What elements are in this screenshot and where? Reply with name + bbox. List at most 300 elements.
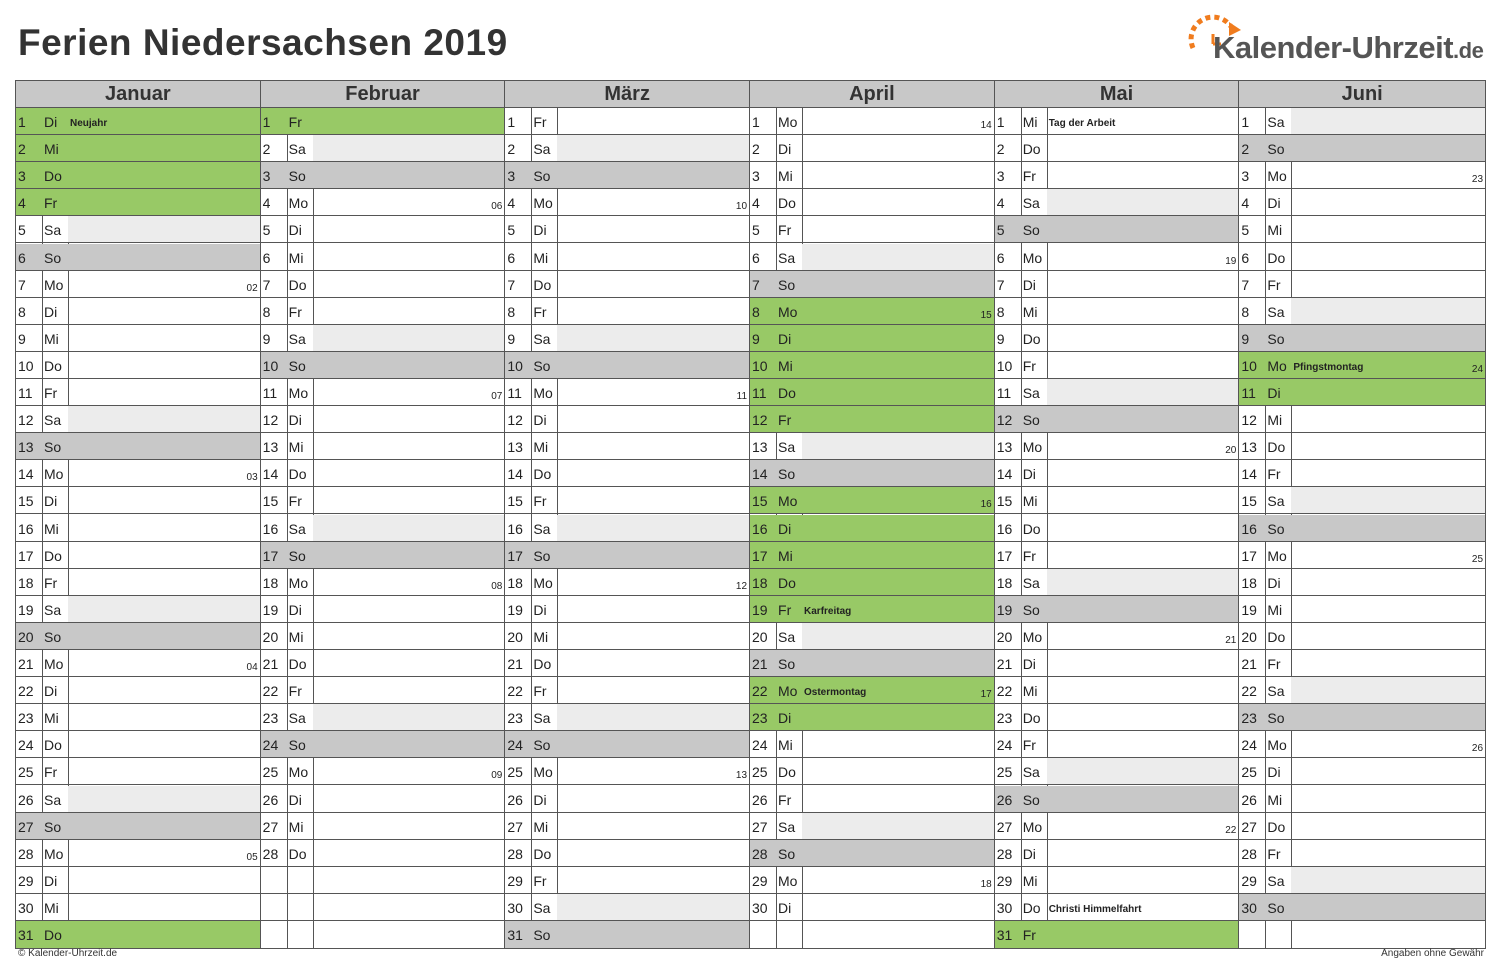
weekday-label: Do (533, 845, 552, 862)
day-row[interactable] (750, 460, 994, 487)
day-row[interactable] (995, 216, 1239, 243)
day-row[interactable] (16, 298, 260, 325)
day-row[interactable] (261, 894, 505, 921)
day-row[interactable] (750, 325, 994, 352)
day-row[interactable] (505, 216, 749, 243)
day-row[interactable] (505, 379, 749, 406)
week-number: 02 (246, 282, 258, 294)
day-row[interactable] (750, 596, 994, 623)
day-number: 2 (507, 141, 516, 158)
day-number: 2 (18, 141, 26, 158)
day-row[interactable] (995, 813, 1239, 840)
day-row[interactable] (261, 786, 505, 813)
day-row[interactable] (505, 433, 749, 460)
day-row[interactable] (261, 298, 505, 325)
day-row[interactable] (995, 135, 1239, 162)
day-row[interactable] (1239, 731, 1485, 758)
month-body (1239, 108, 1485, 948)
day-row[interactable] (995, 515, 1239, 542)
day-number: 2 (1241, 141, 1250, 158)
day-row[interactable] (16, 867, 260, 894)
day-row[interactable] (16, 677, 260, 704)
weekday-label: Mo (1022, 818, 1043, 835)
day-row[interactable] (750, 271, 994, 298)
day-row[interactable] (1239, 244, 1485, 271)
weekday-label: Di (778, 141, 792, 158)
day-row[interactable] (16, 786, 260, 813)
day-row[interactable] (16, 894, 260, 921)
day-number: 16 (996, 520, 1013, 537)
week-number: 05 (246, 851, 258, 863)
day-row[interactable] (16, 108, 260, 135)
day-number: 4 (262, 195, 271, 212)
weekday-label: Do (533, 656, 552, 672)
day-row[interactable] (16, 840, 260, 867)
day-row[interactable] (995, 108, 1239, 135)
day-row[interactable] (1239, 460, 1485, 487)
day-row[interactable] (1239, 596, 1485, 623)
day-row[interactable] (995, 840, 1239, 867)
day-row[interactable] (505, 108, 749, 135)
day-row[interactable] (505, 704, 749, 731)
day-row[interactable] (750, 813, 994, 840)
day-row[interactable] (750, 379, 994, 406)
weekday-label: Sa (44, 601, 62, 618)
day-row[interactable] (505, 325, 749, 352)
day-row[interactable] (995, 433, 1239, 460)
day-row[interactable] (750, 921, 994, 948)
day-row[interactable] (505, 271, 749, 298)
day-row[interactable] (995, 271, 1239, 298)
day-number: 9 (1241, 330, 1250, 347)
week-number: 10 (735, 201, 748, 213)
day-row[interactable] (16, 433, 260, 460)
weekday-label: Sa (778, 439, 796, 456)
weekday-label: Do (1267, 249, 1286, 266)
day-row[interactable] (1239, 108, 1485, 135)
day-row[interactable] (1239, 650, 1485, 677)
day-number: 3 (1241, 168, 1250, 185)
day-row[interactable] (750, 840, 994, 867)
day-row[interactable] (505, 894, 749, 921)
weekday-label: Di (1022, 466, 1036, 483)
day-row[interactable] (261, 162, 505, 189)
weekday-label: Mi (1267, 791, 1283, 808)
day-row[interactable] (750, 894, 994, 921)
day-row[interactable] (505, 731, 749, 758)
day-row[interactable] (16, 216, 260, 243)
day-row[interactable] (1239, 271, 1485, 298)
weekday-label: Mi (533, 439, 549, 456)
day-row[interactable] (995, 650, 1239, 677)
weekday-label: Di (1267, 764, 1281, 781)
day-row[interactable] (505, 515, 749, 542)
weekday-label: Do (778, 764, 796, 781)
day-row[interactable] (261, 569, 505, 596)
weekday-label: Di (533, 791, 547, 808)
day-row[interactable] (261, 758, 505, 785)
weekday-label: Do (44, 168, 62, 185)
day-row[interactable] (1239, 704, 1485, 731)
day-row[interactable] (16, 379, 260, 406)
weekday-label: Sa (1267, 872, 1285, 889)
weekday-label: Di (44, 114, 58, 130)
day-row[interactable] (1239, 813, 1485, 840)
weekday-label: Fr (1022, 737, 1036, 754)
day-row[interactable] (505, 623, 749, 650)
day-row[interactable] (261, 867, 505, 894)
day-row[interactable] (1239, 433, 1485, 460)
day-row[interactable] (16, 244, 260, 271)
day-row[interactable] (995, 623, 1239, 650)
day-number: 10 (1241, 357, 1257, 374)
day-row[interactable] (505, 596, 749, 623)
day-number: 19 (507, 601, 523, 618)
day-row[interactable] (750, 542, 994, 569)
day-number: 29 (1241, 872, 1257, 889)
week-number: 25 (1471, 553, 1484, 565)
weekday-label: Do (1022, 899, 1041, 916)
day-row[interactable] (505, 840, 749, 867)
day-row[interactable] (16, 515, 260, 542)
day-number: 23 (996, 710, 1013, 727)
day-row[interactable] (261, 325, 505, 352)
day-row[interactable] (16, 569, 260, 596)
weekday-label: So (288, 547, 306, 564)
day-row[interactable] (505, 244, 749, 271)
day-number: 1 (507, 114, 516, 130)
day-number: 13 (18, 439, 34, 456)
brand-logo[interactable] (1183, 8, 1483, 72)
day-row[interactable] (16, 542, 260, 569)
day-number: 26 (262, 791, 279, 808)
day-row[interactable] (750, 758, 994, 785)
day-row[interactable] (505, 135, 749, 162)
day-row[interactable] (505, 867, 749, 894)
weekday-label: Mo (288, 385, 309, 401)
day-row[interactable] (261, 352, 505, 379)
day-row[interactable] (1239, 677, 1485, 704)
day-row[interactable] (16, 135, 260, 162)
day-row[interactable] (261, 515, 505, 542)
weekday-label: So (1267, 141, 1285, 158)
day-row[interactable] (995, 921, 1239, 948)
day-row[interactable] (261, 623, 505, 650)
weekday-label: Mi (288, 628, 304, 645)
weekday-label: So (1022, 222, 1040, 239)
weekday-label: Sa (1267, 114, 1285, 130)
day-number: 18 (262, 574, 279, 591)
day-row[interactable] (1239, 487, 1485, 514)
weekday-label: Sa (778, 628, 796, 645)
weekday-label: Sa (1022, 764, 1040, 781)
day-row[interactable] (1239, 542, 1485, 569)
month-header: Januar (16, 81, 260, 108)
day-row[interactable] (16, 325, 260, 352)
day-row[interactable] (261, 460, 505, 487)
day-row[interactable] (1239, 867, 1485, 894)
day-number: 20 (752, 628, 768, 645)
day-row[interactable] (995, 596, 1239, 623)
day-row[interactable] (995, 867, 1239, 894)
day-number: 8 (507, 303, 516, 320)
day-row[interactable] (505, 542, 749, 569)
month-header: Februar (261, 81, 505, 108)
day-number: 7 (507, 276, 516, 293)
day-number: 19 (262, 601, 279, 618)
weekday-label: Fr (1022, 357, 1036, 374)
weekday-label: Sa (44, 791, 62, 808)
day-row[interactable] (16, 162, 260, 189)
day-row[interactable] (505, 813, 749, 840)
day-row[interactable] (261, 216, 505, 243)
day-row[interactable] (750, 731, 994, 758)
day-row[interactable] (750, 406, 994, 433)
day-row[interactable] (16, 758, 260, 785)
day-row[interactable] (505, 352, 749, 379)
day-row[interactable] (1239, 515, 1485, 542)
day-number: 27 (507, 818, 523, 835)
weekday-label: Mi (1022, 493, 1038, 510)
day-row[interactable] (16, 189, 260, 216)
day-row[interactable] (1239, 786, 1485, 813)
day-row[interactable] (995, 162, 1239, 189)
day-row[interactable] (1239, 921, 1485, 948)
day-row[interactable] (261, 406, 505, 433)
weekday-label: So (533, 357, 551, 374)
day-row[interactable] (505, 189, 749, 216)
day-number: 23 (507, 710, 523, 727)
day-row[interactable] (1239, 298, 1485, 325)
day-row[interactable] (750, 623, 994, 650)
weekday-label: Sa (1022, 574, 1040, 591)
day-number: 29 (507, 872, 523, 889)
day-row[interactable] (995, 298, 1239, 325)
day-row[interactable] (261, 135, 505, 162)
day-number: 30 (996, 899, 1013, 916)
day-row[interactable] (995, 379, 1239, 406)
weekday-label: Di (288, 412, 302, 429)
day-row[interactable] (995, 569, 1239, 596)
day-number: 25 (507, 764, 523, 781)
day-row[interactable] (995, 244, 1239, 271)
week-number: 20 (1225, 445, 1237, 457)
day-number: 8 (996, 303, 1005, 320)
day-number: 23 (752, 710, 768, 727)
weekday-label: Mi (1267, 412, 1283, 429)
day-number: 16 (507, 520, 523, 537)
day-row[interactable] (750, 650, 994, 677)
day-row[interactable] (16, 731, 260, 758)
weekday-label: Fr (778, 791, 792, 808)
day-row[interactable] (261, 487, 505, 514)
day-row[interactable] (995, 406, 1239, 433)
day-row[interactable] (995, 189, 1239, 216)
day-number: 1 (996, 114, 1005, 130)
day-row[interactable] (1239, 894, 1485, 921)
day-number: 7 (752, 276, 760, 293)
day-row[interactable] (261, 704, 505, 731)
day-row[interactable] (1239, 758, 1485, 785)
weekday-label: Di (533, 412, 547, 429)
weekday-label: Di (1267, 195, 1281, 212)
footer-disclaimer: Angaben ohne Gewähr (1381, 948, 1484, 959)
day-row[interactable] (750, 433, 994, 460)
day-row[interactable] (261, 921, 505, 948)
week-number: 15 (980, 309, 992, 321)
day-row[interactable] (261, 244, 505, 271)
day-row[interactable] (1239, 623, 1485, 650)
day-row[interactable] (505, 786, 749, 813)
day-row[interactable] (261, 433, 505, 460)
day-row[interactable] (1239, 406, 1485, 433)
holiday-name: Pfingstmontag (1293, 361, 1364, 373)
day-number: 9 (18, 330, 26, 347)
weekday-label: So (1022, 412, 1040, 429)
day-number: 16 (752, 520, 768, 537)
weekday-label: Do (778, 385, 796, 401)
day-row[interactable] (995, 460, 1239, 487)
weekday-label: So (533, 927, 551, 943)
weekday-label: Sa (778, 249, 796, 266)
day-row[interactable] (1239, 189, 1485, 216)
day-row[interactable] (995, 786, 1239, 813)
weekday-label: So (44, 628, 62, 645)
day-number: 8 (1241, 303, 1250, 320)
day-row[interactable] (261, 108, 505, 135)
day-number: 5 (507, 222, 516, 239)
day-row[interactable] (995, 352, 1239, 379)
day-row[interactable] (16, 596, 260, 623)
day-row[interactable] (995, 704, 1239, 731)
day-row[interactable] (261, 379, 505, 406)
day-row[interactable] (16, 487, 260, 514)
day-row[interactable] (505, 758, 749, 785)
weekday-label: Mi (533, 628, 549, 645)
day-row[interactable] (995, 677, 1239, 704)
weekday-label: Do (44, 737, 62, 754)
day-row[interactable] (16, 650, 260, 677)
day-row[interactable] (750, 786, 994, 813)
day-row[interactable] (750, 189, 994, 216)
day-row[interactable] (16, 352, 260, 379)
day-row[interactable] (750, 135, 994, 162)
day-row[interactable] (750, 867, 994, 894)
day-row[interactable] (505, 650, 749, 677)
weekday-label: Di (778, 899, 792, 916)
day-number: 18 (18, 574, 34, 591)
day-row[interactable] (995, 731, 1239, 758)
day-row[interactable] (995, 487, 1239, 514)
day-number: 14 (996, 466, 1013, 483)
day-row[interactable] (16, 406, 260, 433)
day-number: 10 (18, 357, 34, 374)
day-row[interactable] (750, 515, 994, 542)
day-row[interactable] (505, 298, 749, 325)
day-number: 30 (1241, 899, 1257, 916)
day-row[interactable] (750, 298, 994, 325)
day-row[interactable] (1239, 325, 1485, 352)
day-row[interactable] (16, 460, 260, 487)
day-row[interactable] (750, 352, 994, 379)
day-row[interactable] (750, 704, 994, 731)
weekday-label: Mo (778, 303, 798, 320)
day-row[interactable] (995, 542, 1239, 569)
weekday-label: Mo (1022, 439, 1043, 456)
day-number: 3 (18, 168, 26, 185)
day-row[interactable] (261, 650, 505, 677)
day-row[interactable] (750, 162, 994, 189)
day-number: 22 (996, 683, 1013, 700)
day-number: 18 (996, 574, 1013, 591)
day-row[interactable] (750, 677, 994, 704)
day-row[interactable] (750, 216, 994, 243)
week-number: 07 (491, 391, 503, 402)
day-row[interactable] (505, 569, 749, 596)
day-row[interactable] (261, 189, 505, 216)
day-number: 13 (996, 439, 1013, 456)
day-row[interactable] (261, 271, 505, 298)
day-row[interactable] (16, 623, 260, 650)
day-row[interactable] (505, 921, 749, 948)
day-row[interactable] (505, 406, 749, 433)
day-row[interactable] (505, 162, 749, 189)
day-number: 19 (1241, 601, 1257, 618)
day-number: 9 (507, 330, 516, 347)
day-row[interactable] (261, 542, 505, 569)
day-row[interactable] (505, 460, 749, 487)
day-row[interactable] (505, 487, 749, 514)
day-row[interactable] (261, 840, 505, 867)
day-row[interactable] (750, 108, 994, 135)
day-number: 12 (996, 412, 1013, 429)
weekday-label: Mo (533, 574, 553, 591)
weekday-label: Di (533, 601, 547, 618)
day-row[interactable] (261, 596, 505, 623)
day-number: 25 (18, 764, 34, 781)
day-number: 1 (1241, 114, 1250, 130)
day-number: 11 (996, 385, 1012, 401)
day-row[interactable] (1239, 379, 1485, 406)
day-row[interactable] (505, 677, 749, 704)
day-number: 17 (507, 547, 523, 564)
day-row[interactable] (1239, 569, 1485, 596)
day-row[interactable] (995, 894, 1239, 921)
day-row[interactable] (1239, 352, 1485, 379)
day-row[interactable] (1239, 135, 1485, 162)
day-row[interactable] (16, 813, 260, 840)
day-row[interactable] (1239, 840, 1485, 867)
weekday-label: Mo (1022, 628, 1043, 645)
day-row[interactable] (995, 325, 1239, 352)
weekday-label: Mo (288, 764, 309, 781)
day-row[interactable] (750, 244, 994, 271)
day-number: 11 (752, 385, 767, 401)
day-number: 13 (1241, 439, 1257, 456)
day-row[interactable] (1239, 162, 1485, 189)
day-row[interactable] (16, 271, 260, 298)
weekday-label: Di (288, 791, 302, 808)
day-row[interactable] (16, 704, 260, 731)
day-row[interactable] (995, 758, 1239, 785)
day-row[interactable] (261, 813, 505, 840)
day-row[interactable] (261, 677, 505, 704)
day-row[interactable] (261, 731, 505, 758)
day-row[interactable] (16, 921, 260, 948)
day-row[interactable] (1239, 216, 1485, 243)
day-row[interactable] (750, 569, 994, 596)
day-row[interactable] (750, 487, 994, 514)
